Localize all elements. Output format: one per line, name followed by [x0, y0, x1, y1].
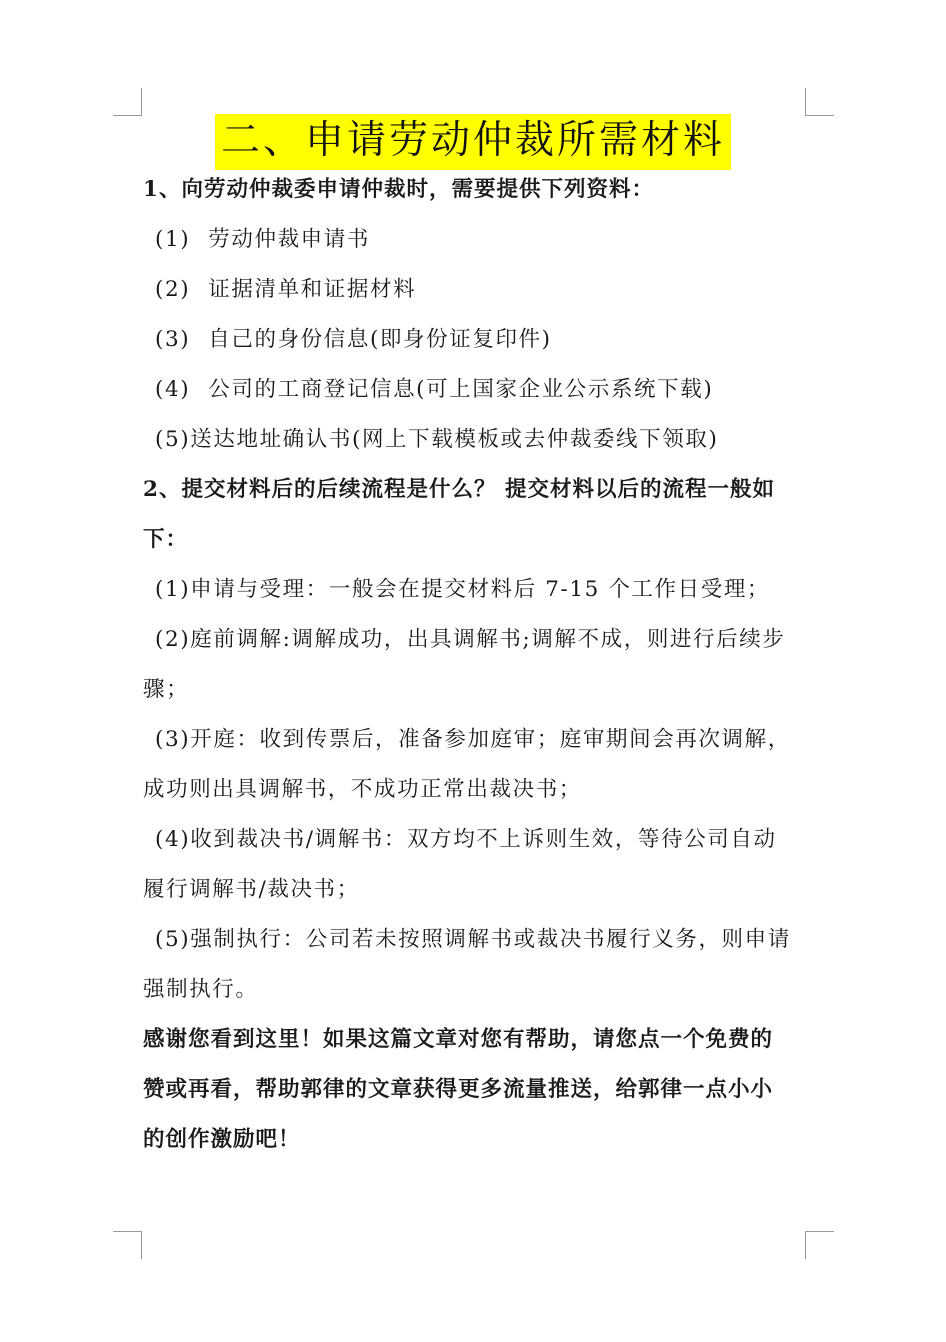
list-item-text: 公司的工商登记信息(可上国家企业公示系统下载)	[208, 377, 714, 402]
list-item-number: (1)	[155, 227, 191, 252]
list-item-text: 证据清单和证据材料	[208, 277, 417, 302]
list-item	[143, 265, 808, 315]
document-body	[143, 165, 808, 1165]
title-container	[0, 114, 946, 170]
process-step-continued: 强制执行。	[143, 977, 259, 1002]
closing-paragraph-line: 感谢您看到这里！如果这篇文章对您有帮助，请您点一个免费的	[143, 1027, 774, 1052]
section2-heading: 2、提交材料后的后续流程是什么？ 提交材料以后的流程一般如	[143, 477, 775, 502]
section1-heading: 1、向劳动仲裁委申请仲裁时，需要提供下列资料：	[143, 177, 654, 202]
list-item-text: 送达地址确认书(网上下载模板或去仲裁委线下领取)	[190, 427, 719, 452]
list-item-number: (2)	[155, 277, 191, 302]
list-item-text: 自己的身份信息(即身份证复印件)	[208, 327, 552, 352]
section2-heading-continued: 下：	[143, 527, 189, 552]
list-item-number: (3)	[155, 327, 191, 352]
process-step-continued: 成功则出具调解书，不成功正常出裁决书；	[143, 777, 582, 802]
process-step: (3)开庭：收到传票后，准备参加庭审；庭审期间会再次调解，	[155, 727, 791, 752]
process-step: (2)庭前调解:调解成功，出具调解书;调解不成，则进行后续步	[155, 627, 786, 652]
list-item-number: (5)	[155, 427, 191, 452]
crop-mark-bottom-right	[805, 1231, 834, 1259]
process-step-continued: 骤；	[143, 677, 190, 702]
crop-mark-top-right	[805, 88, 834, 116]
closing-paragraph-line: 赞或再看，帮助郭律的文章获得更多流量推送，给郭律一点小小	[143, 1077, 774, 1102]
list-item	[143, 415, 808, 465]
list-item	[143, 215, 808, 265]
list-item-number: (4)	[155, 377, 191, 402]
process-step: (1)申请与受理：一般会在提交材料后 7-15 个工作日受理；	[155, 577, 771, 602]
process-step: (5)强制执行：公司若未按照调解书或裁决书履行义务，则申请	[155, 927, 791, 952]
page-title: 二、申请劳动仲裁所需材料	[215, 114, 731, 170]
list-item	[143, 365, 808, 415]
process-step-continued: 履行调解书/裁决书；	[143, 877, 360, 902]
closing-paragraph-line: 的创作激励吧！	[143, 1127, 301, 1152]
list-item-text: 劳动仲裁申请书	[208, 227, 370, 252]
list-item	[143, 315, 808, 365]
crop-mark-top-left	[113, 88, 142, 116]
process-step: (4)收到裁决书/调解书：双方均不上诉则生效，等待公司自动	[155, 827, 777, 852]
crop-mark-bottom-left	[113, 1231, 142, 1259]
